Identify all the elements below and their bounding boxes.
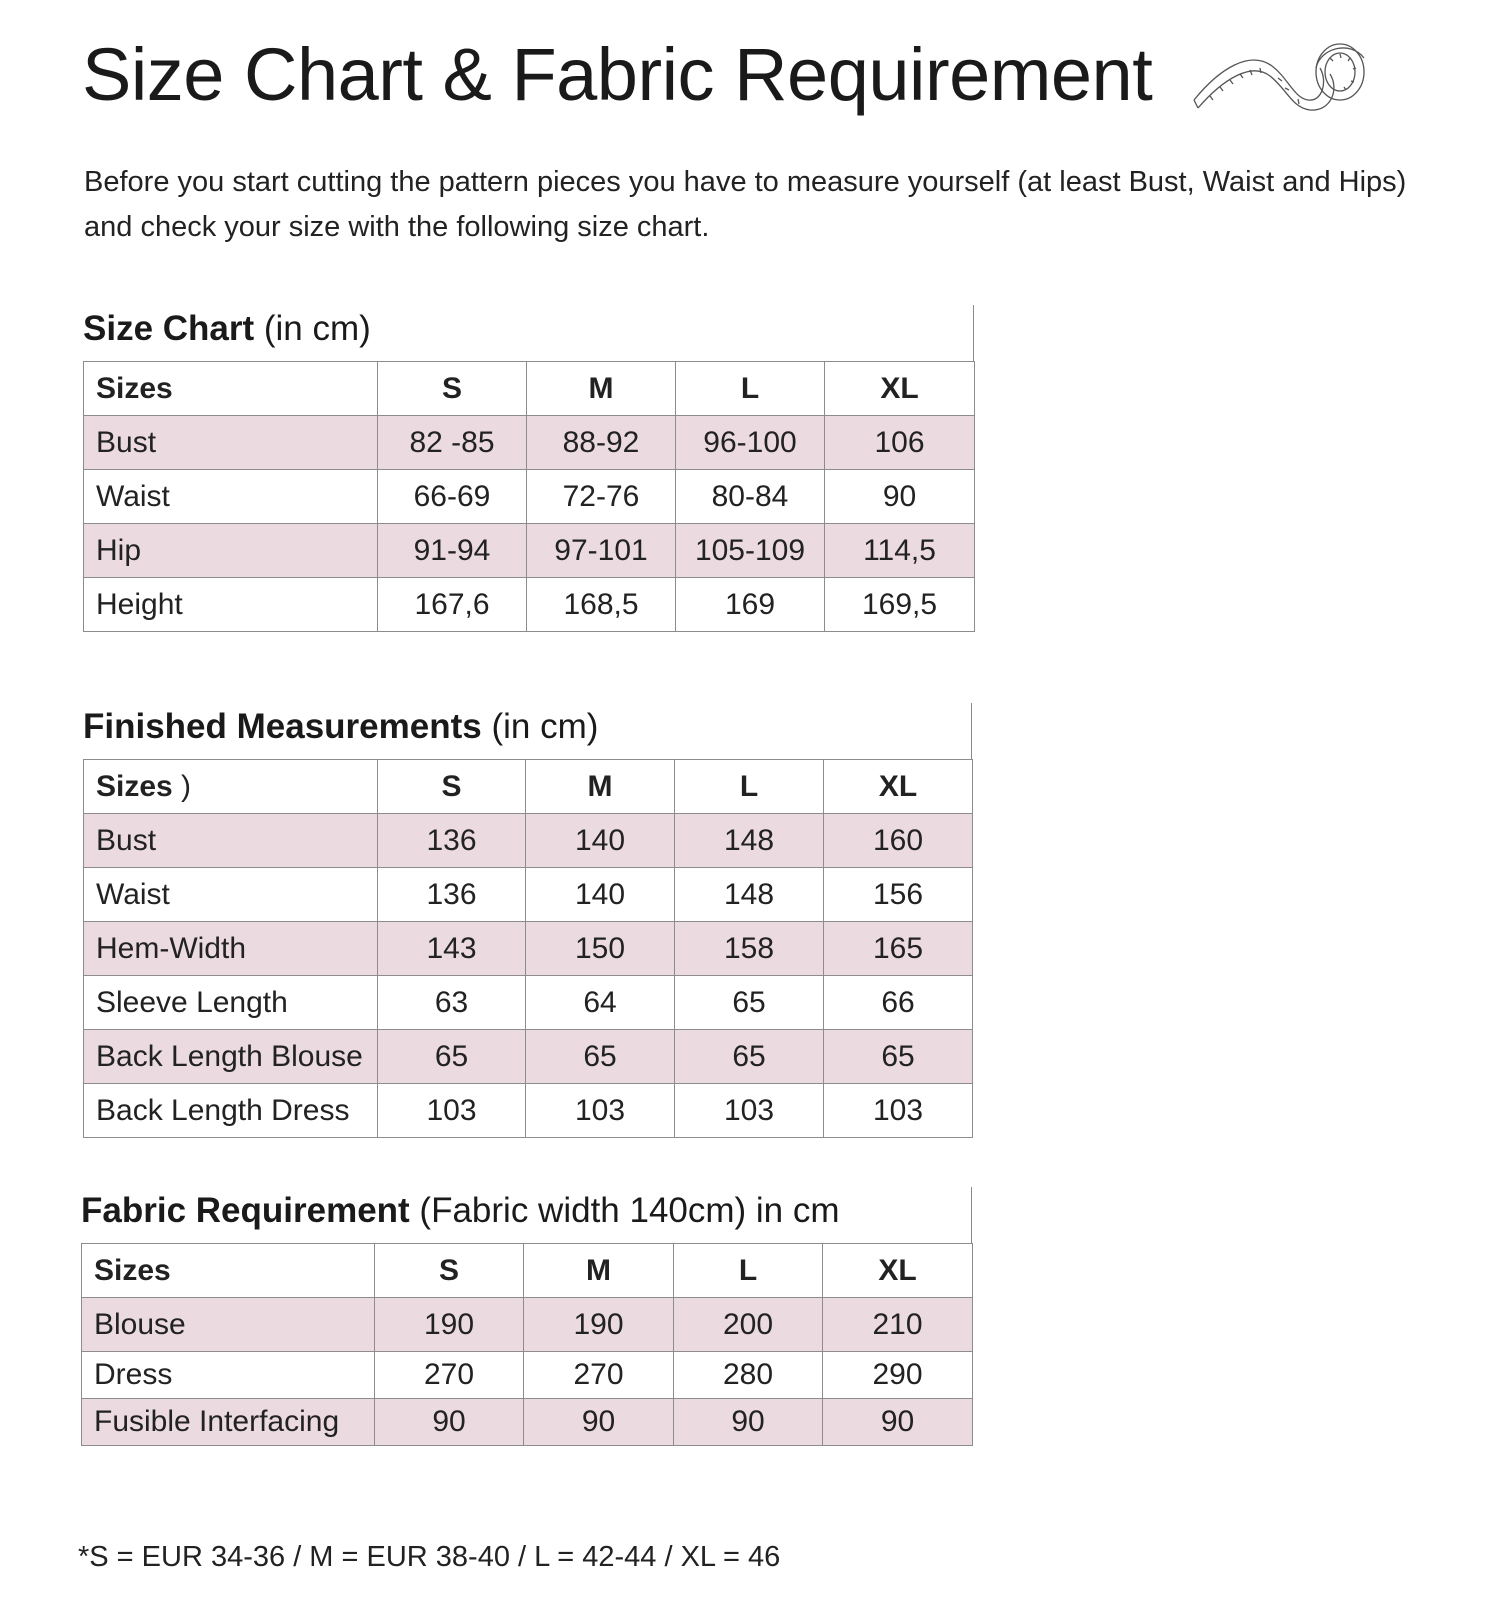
table-cell: 90 <box>375 1399 524 1446</box>
fabric-requirement-title: Fabric Requirement <box>81 1191 410 1230</box>
table-cell: 106 <box>825 416 975 470</box>
header-cell: L <box>674 1244 823 1298</box>
table-cell: 210 <box>823 1298 973 1352</box>
table-cell: 63 <box>378 976 526 1030</box>
fabric-requirement-heading <box>81 1187 972 1243</box>
row-label: Height <box>84 578 378 632</box>
table-cell: 103 <box>675 1084 824 1138</box>
size-chart-title: Size Chart <box>83 309 255 348</box>
header-cell: S <box>378 362 527 416</box>
table-cell: 65 <box>675 976 824 1030</box>
header-cell: XL <box>823 1244 973 1298</box>
finished-measurements-unit: (in cm) <box>481 707 599 746</box>
table-cell: 66-69 <box>378 470 527 524</box>
table-cell: 158 <box>675 922 824 976</box>
table-row <box>84 814 973 868</box>
finished-measurements-heading <box>83 703 972 759</box>
fabric-requirement-table <box>81 1243 973 1446</box>
table-cell: 97-101 <box>527 524 676 578</box>
row-label: Bust <box>84 814 378 868</box>
intro-text: Before you start cutting the pattern pieces you have to measure yourself (at least Bust, Waist and Hips) and check your size with the following size chart. <box>84 166 1407 243</box>
table-cell: 103 <box>526 1084 675 1138</box>
table-row <box>84 470 975 524</box>
header-cell: S <box>378 760 526 814</box>
table-row <box>84 976 973 1030</box>
row-label: Hip <box>84 524 378 578</box>
fabric-requirement-section <box>81 1187 972 1446</box>
header-label-suffix: ) <box>172 769 192 803</box>
row-label: Back Length Dress <box>84 1084 378 1138</box>
table-cell: 136 <box>378 814 526 868</box>
table-cell: 190 <box>375 1298 524 1352</box>
table-cell: 140 <box>526 814 675 868</box>
header-label: Sizes <box>96 769 173 803</box>
table-cell: 90 <box>823 1399 973 1446</box>
table-row <box>84 1084 973 1138</box>
header-cell: Sizes <box>82 1244 375 1298</box>
table-row <box>84 1030 973 1084</box>
table-cell: 65 <box>526 1030 675 1084</box>
table-cell: 88-92 <box>527 416 676 470</box>
table-cell: 103 <box>824 1084 973 1138</box>
table-cell: 90 <box>825 470 975 524</box>
table-cell: 136 <box>378 868 526 922</box>
header-cell: XL <box>824 760 973 814</box>
finished-measurements-title: Finished Measurements <box>83 707 482 746</box>
table-cell: 114,5 <box>825 524 975 578</box>
header-cell: L <box>675 760 824 814</box>
table-cell: 96-100 <box>676 416 825 470</box>
row-label: Hem-Width <box>84 922 378 976</box>
table-cell: 148 <box>675 814 824 868</box>
table-row <box>82 1399 973 1446</box>
measuring-tape-icon <box>1190 38 1370 116</box>
table-cell: 150 <box>526 922 675 976</box>
table-cell: 90 <box>674 1399 823 1446</box>
table-cell: 169 <box>676 578 825 632</box>
table-cell: 105-109 <box>676 524 825 578</box>
size-chart-unit: (in cm) <box>254 309 371 348</box>
header-cell: M <box>527 362 676 416</box>
table-row <box>82 1298 973 1352</box>
table-row <box>84 524 975 578</box>
table-cell: 90 <box>524 1399 674 1446</box>
row-label: Waist <box>84 868 378 922</box>
header-cell: M <box>524 1244 674 1298</box>
table-cell: 66 <box>824 976 973 1030</box>
table-cell: 190 <box>524 1298 674 1352</box>
table-cell: 160 <box>824 814 973 868</box>
table-cell: 65 <box>824 1030 973 1084</box>
header-cell: Sizes <box>84 362 378 416</box>
table-cell: 143 <box>378 922 526 976</box>
table-row <box>84 868 973 922</box>
table-header-row <box>84 760 973 814</box>
header-cell <box>84 760 378 814</box>
header-cell: XL <box>825 362 975 416</box>
table-cell: 103 <box>378 1084 526 1138</box>
table-cell: 290 <box>823 1352 973 1399</box>
table-cell: 169,5 <box>825 578 975 632</box>
table-cell: 140 <box>526 868 675 922</box>
table-cell: 200 <box>674 1298 823 1352</box>
table-cell: 91-94 <box>378 524 527 578</box>
header-cell: L <box>676 362 825 416</box>
row-label: Sleeve Length <box>84 976 378 1030</box>
table-row <box>84 578 975 632</box>
size-chart-section <box>83 305 974 632</box>
table-row <box>84 922 973 976</box>
table-header-row <box>84 362 975 416</box>
table-cell: 65 <box>675 1030 824 1084</box>
table-row <box>84 416 975 470</box>
page-title: Size Chart & Fabric Requirement <box>82 33 1153 116</box>
table-cell: 148 <box>675 868 824 922</box>
table-header-row <box>82 1244 973 1298</box>
table-cell: 65 <box>378 1030 526 1084</box>
row-label: Dress <box>82 1352 375 1399</box>
header-cell: M <box>526 760 675 814</box>
row-label: Fusible Interfacing <box>82 1399 375 1446</box>
table-cell: 64 <box>526 976 675 1030</box>
size-chart-table <box>83 361 975 632</box>
table-cell: 80-84 <box>676 470 825 524</box>
table-cell: 168,5 <box>527 578 676 632</box>
table-cell: 280 <box>674 1352 823 1399</box>
size-footnote: *S = EUR 34-36 / M = EUR 38-40 / L = 42-44 / XL = 46 <box>78 1541 781 1573</box>
table-cell: 270 <box>524 1352 674 1399</box>
finished-measurements-table <box>83 759 973 1138</box>
row-label: Blouse <box>82 1298 375 1352</box>
row-label: Waist <box>84 470 378 524</box>
table-cell: 82 -85 <box>378 416 527 470</box>
header-cell: S <box>375 1244 524 1298</box>
fabric-requirement-note: (Fabric width 140cm) in cm <box>409 1191 840 1230</box>
table-cell: 270 <box>375 1352 524 1399</box>
finished-measurements-section <box>83 703 972 1138</box>
row-label: Back Length Blouse <box>84 1030 378 1084</box>
table-cell: 156 <box>824 868 973 922</box>
table-cell: 72-76 <box>527 470 676 524</box>
size-chart-heading <box>83 305 974 361</box>
table-cell: 167,6 <box>378 578 527 632</box>
row-label: Bust <box>84 416 378 470</box>
table-cell: 165 <box>824 922 973 976</box>
table-row <box>82 1352 973 1399</box>
